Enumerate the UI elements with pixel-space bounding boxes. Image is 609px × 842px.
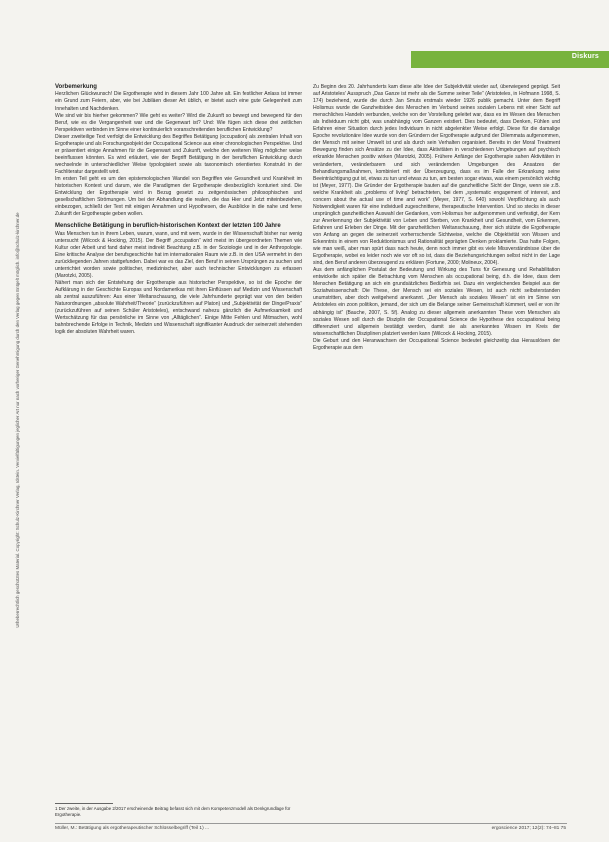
footer-journal-page: ergoscience 2017; 12(2): 74–81 75 [491, 826, 566, 831]
paragraph: Die Geburt und den Heranwachsen der Occupational Science bedeutet gleichzeitig das Herauslösen der Ergotherapie aus dem [313, 337, 560, 351]
footnote-divider [55, 803, 113, 804]
heading-historical-context: Menschliche Betätigung in beruflich-historischen Kontext der letzten 100 Jahre [55, 223, 281, 230]
side-copyright-notice: Urheberrechtlich geschütztes Material. Copyright: Schulz-Kirchner Verlag, Idstein. Vervielfältigungen jeglicher Art nur nach vorheriger Genehmigung durch den Verlag gegen Entgelt möglich. info@schulz-kirchner.de [15, 212, 20, 628]
section-tab [411, 51, 609, 68]
paragraph: Nähert man sich der Entstehung der Ergotherapie aus historischer Perspektive, so ist die Epoche der Aufklärung in der Geschichte Europas und Nordamerikas mit ihren Einflüssen auf Medizin und Wissenschaft als zentral auszuführen: Aus einer Weltanschauung, die viele Jahrhunderte geprägt war von den beiden Naturordnungen „absolute Wahrheit/Theorie“ (zurückzuführen auf Platon) und „Subjektivität der Dinge/Praxis“ (zurückzuführen auf seinen Schüler Aristoteles), entschwand nahezu gänzlich die Aufmerksamkeit und Wertschätzung für das persönliche im Sinne von „Alltäglichen“. Einige Mitte Fehlen und Mitmachen, wohl bahnbrechende Erfolge in Technik, Medizin und Wissenschaft signifikanter Ausdruck der seinerzeit stehenden logik der absoluten Wahrheit waren. [55, 279, 302, 336]
paragraph: Wie sind wir bis hierher gekommen? Wie geht es weiter? Wird die Zukunft so bewegt und bewegend für den Beruf, wie es die Vergangenheit war und die Gegenwart ist? Und: Wie fügen sich diese drei zeitlichen Perspektiven verbinden im Sinne einer kontinuierlich voranschreitenden beruflichen Entwicklung? [55, 112, 302, 133]
left-column [55, 84, 302, 336]
paragraph: Dieser zweiteilige Text verfolgt die Entwicklung des Begriffes Betätigung (occupation) als zentralen Inhalt von Ergotherapie und als Forschungsobjekt der Occupational Science aus einer chronologischen Perspektive. Und er präsentiert einige Annahmen für die Gegenwart und Zukunft, welche den weiteren Weg möglicher weise beeinflussen könnten. Es wird erläutert, wie der Begriff Betätigung in der beruflichen Entwicklung durch wechselnde in unterschiedlicher Weise typologisiert sowie als taxonomisch orientiertes Konstrukt in der Fachliteratur dargestellt wird. [55, 133, 302, 175]
footnote: 1 Der zweite, in der Ausgabe 2/2017 erscheinende Beitrag befasst sich mit dem Kompetenzmodell als Denkgrundlage für Ergotherapie. [55, 806, 291, 817]
footer-divider [55, 823, 567, 824]
paragraph: Was Menschen tun in ihrem Leben, warum, wann, und mit wem, wurde in der Wissenschaft bisher nur wenig untersucht (Wilcock & Hocking, 2015). Der Begriff „occupation“ wird meist im übergeordneten Themen wie Kultur oder Arbeit und fand daher meist indirekt Beachtung z.B. in der Soziologie und in der Anthropologie. Eine kritische Analyse der berufsgeschichte hat im internationalen Raum wie z.B. in den USA vermehrt in den zurückliegenden Jahren stattgefunden. Dabei war es das Ziel, den Beruf in seinen Ursprüngen zu suchen und unterrichtet worden sowie politischer, medizinischer, aber auch technischer Entwicklungen zu erfassen (Marotzki, 2005). [55, 230, 302, 279]
footer-citation: Müller, M.: Betätigung als ergotherapeutischer Schlüsselbegriff (Teil 1) ... [55, 826, 210, 831]
section-label: Diskurs [571, 53, 599, 60]
paragraph: Im ersten Teil geht es um den epistemologischen Wandel von Begriffen wie Gesundheit und Krankheit im historischen Kontext und darum, wie die Paradigmen der Ergotherapie diesbezüglich konturiert sind. Die Entwicklung der Ergotherapie wird in Bezug gesetzt zu zeitgenössischen philosophischen und gesellschaftlichen Strömungen. Um bei der Abhandlung die realen, die das Hier und Jetzt miteinbeziehen, einbezogen, schließt der Text mit einigen Annahmen und Hypothesen, die Ausblicke in die nahe und ferne Zukunft der Ergotherapie geben wollen. [55, 175, 302, 218]
paragraph: Aus dem anfänglichen Postulat der Bedeutung und Wirkung des Tuns für Genesung und Rehabilitation entwickelte sich später die Betrachtung vom Menschen als occupational being, d.h. die Idee, dass dem Menschen Betätigung an sich ein grundsätzliches Bedürfnis sei. Dazu ein vergleichendes Beispiel aus der Soziahwissenschaft: Die These, der Mensch sei ein soziales Wesen, ist auch nicht selbsterstanden unumstritten, aber doch weitgehend anerkannt. „Der Mensch als soziales Wesen“ ist ein im Sinne von Aristoteles ein zoon politikon, jemand, der sich um die Belange seiner Gemeinschaft kümmert, weil er von ihr abhängig ist“ (Bauche, 2007, S. 5f). Analog zu dieser allgemein anerkannten These vom Menschen als soziales Wesen soll durch die Disziplin der Occupational Science die Hypothese des occupational being differenziert und allgemein bestätigt werden, damit sie als anerkanntes Wissen im Kreis der wissenschaftlichen Disziplinen platziert werden kann (Wilcock & Hocking, 2015). [313, 267, 560, 337]
paragraph: Zu Beginn des 20. Jahrhunderts kam diese alte Idee der Subjektivität wieder auf, überwiegend geprägt. Seit auf Aristoteles' Ausspruch „Das Ganze ist mehr als die Summe seiner Teile“ (Aristoteles, in Hofmann 1998, S. 174) beziehend, wurde die durch Jan Smuts erstmals wieder 1926 publik gemacht. Unter dem Begriff Holismus wurde die Ganzheitsidee des Menschen im Verbund seines sozialen Lebens mit einer Sicht auf menschliches Handeln verbunden, welche von der Vorstellung geleitet war, dass es im Wesen des Menschen als Individuum nicht gibt, was unabhängig vom Ganzen existiert. Dies bedeutet, dass Denken, Fühlen und Erfahren einer Situation durch jedes Individuum in nicht abgelenkter Weise erfolgt. Diese für die damalige Epoche revolutionäre Idee wurde von den Gründern der Ergotherapie aufgrund der Dilemmata aufgenommen, der Mensch mit seiner Umwelt ist und als durch sein Verhalten organisiert. Bereits in der Moral Treatment Bewegung finden sich Ansätze zu der Idee, dass Aktivitäten in verschiedenen Umgebungen auf psychisch erkrankte Menschen positiv wirken (Marotzki, 2005). Frühere Anfänge der Ergotherapie sahen Aktivitäten in verändertem, veränderbarem und sich verändernden Umgebungen des Ansatzes der Behandlungsmaßnahmen, kombiniert mit der Überzeugung, dass es im Falle der Erkrankung seine Beeinträchtigung gut ist, etwas zu tun und etwas zu tun, am besten sogar etwas, was einem persönlich wichtig ist (Meyer, 1977). Die Gründer der Ergotherapie bauten auf die ganzheitliche Sicht der Dinge, wenn sie z.B. welche Krankheit als „problems of living“ betrachteten, bei dem „systematic engagement of interest, and concern about the actual use of time and work“ (Meyer, 1977, S. 640) sowohl Verpflichtung als auch Notwendigkeit waren für eine individuell zugeschnittene, therapeutische Intervention. Und so stecks in dieser ursprünglich ganzheitlichen Auswahl der Gedanken, vom Holismus her aufgenommen und verfestigt, der Kern zur Anerkennung der Subjektivität von Leben und Sterben, von Krankheit und Gesundheit, vom Erkennen, Erfahren und Erleben der Dinge. Mit der ganzheitlichen Weltanschauung, ihrer sich stützte die Ergotherapie von Anfang an gegen die seinerzeit vorherrschende Sichtweise, welche die Objektivität von Wissen und Erkenntnis in einem von Reduktionismus und Rationalität geprägten Denken proklamierte. Das hatte Folgen, wie man weiß, aber man spürt dass nach heute, denn noch immer gibt es viele Missverständnisse über die Ergotherapie, wobei es leider noch wie vor oft so ist, dass die Beziehungsrichtungen selbst nicht in der Lage sind, den Beruf anderen überzeugend zu erklären (Fortune, 2000; Molineux, 2004). [313, 84, 560, 267]
heading-vorbemerkung: Vorbemerkung [55, 84, 97, 90]
paragraph: Herzlichen Glückwunsch! Die Ergotherapie wird in diesem Jahr 100 Jahre alt. Ein festlicher Anlass ist immer ein Grund zum Feiern, aber, wie bei Jubiläen dieser Art üblich, er bietet auch eine gute Gelegenheit zum Innehalten und Nachdenken. [55, 91, 302, 112]
right-column [313, 84, 560, 352]
